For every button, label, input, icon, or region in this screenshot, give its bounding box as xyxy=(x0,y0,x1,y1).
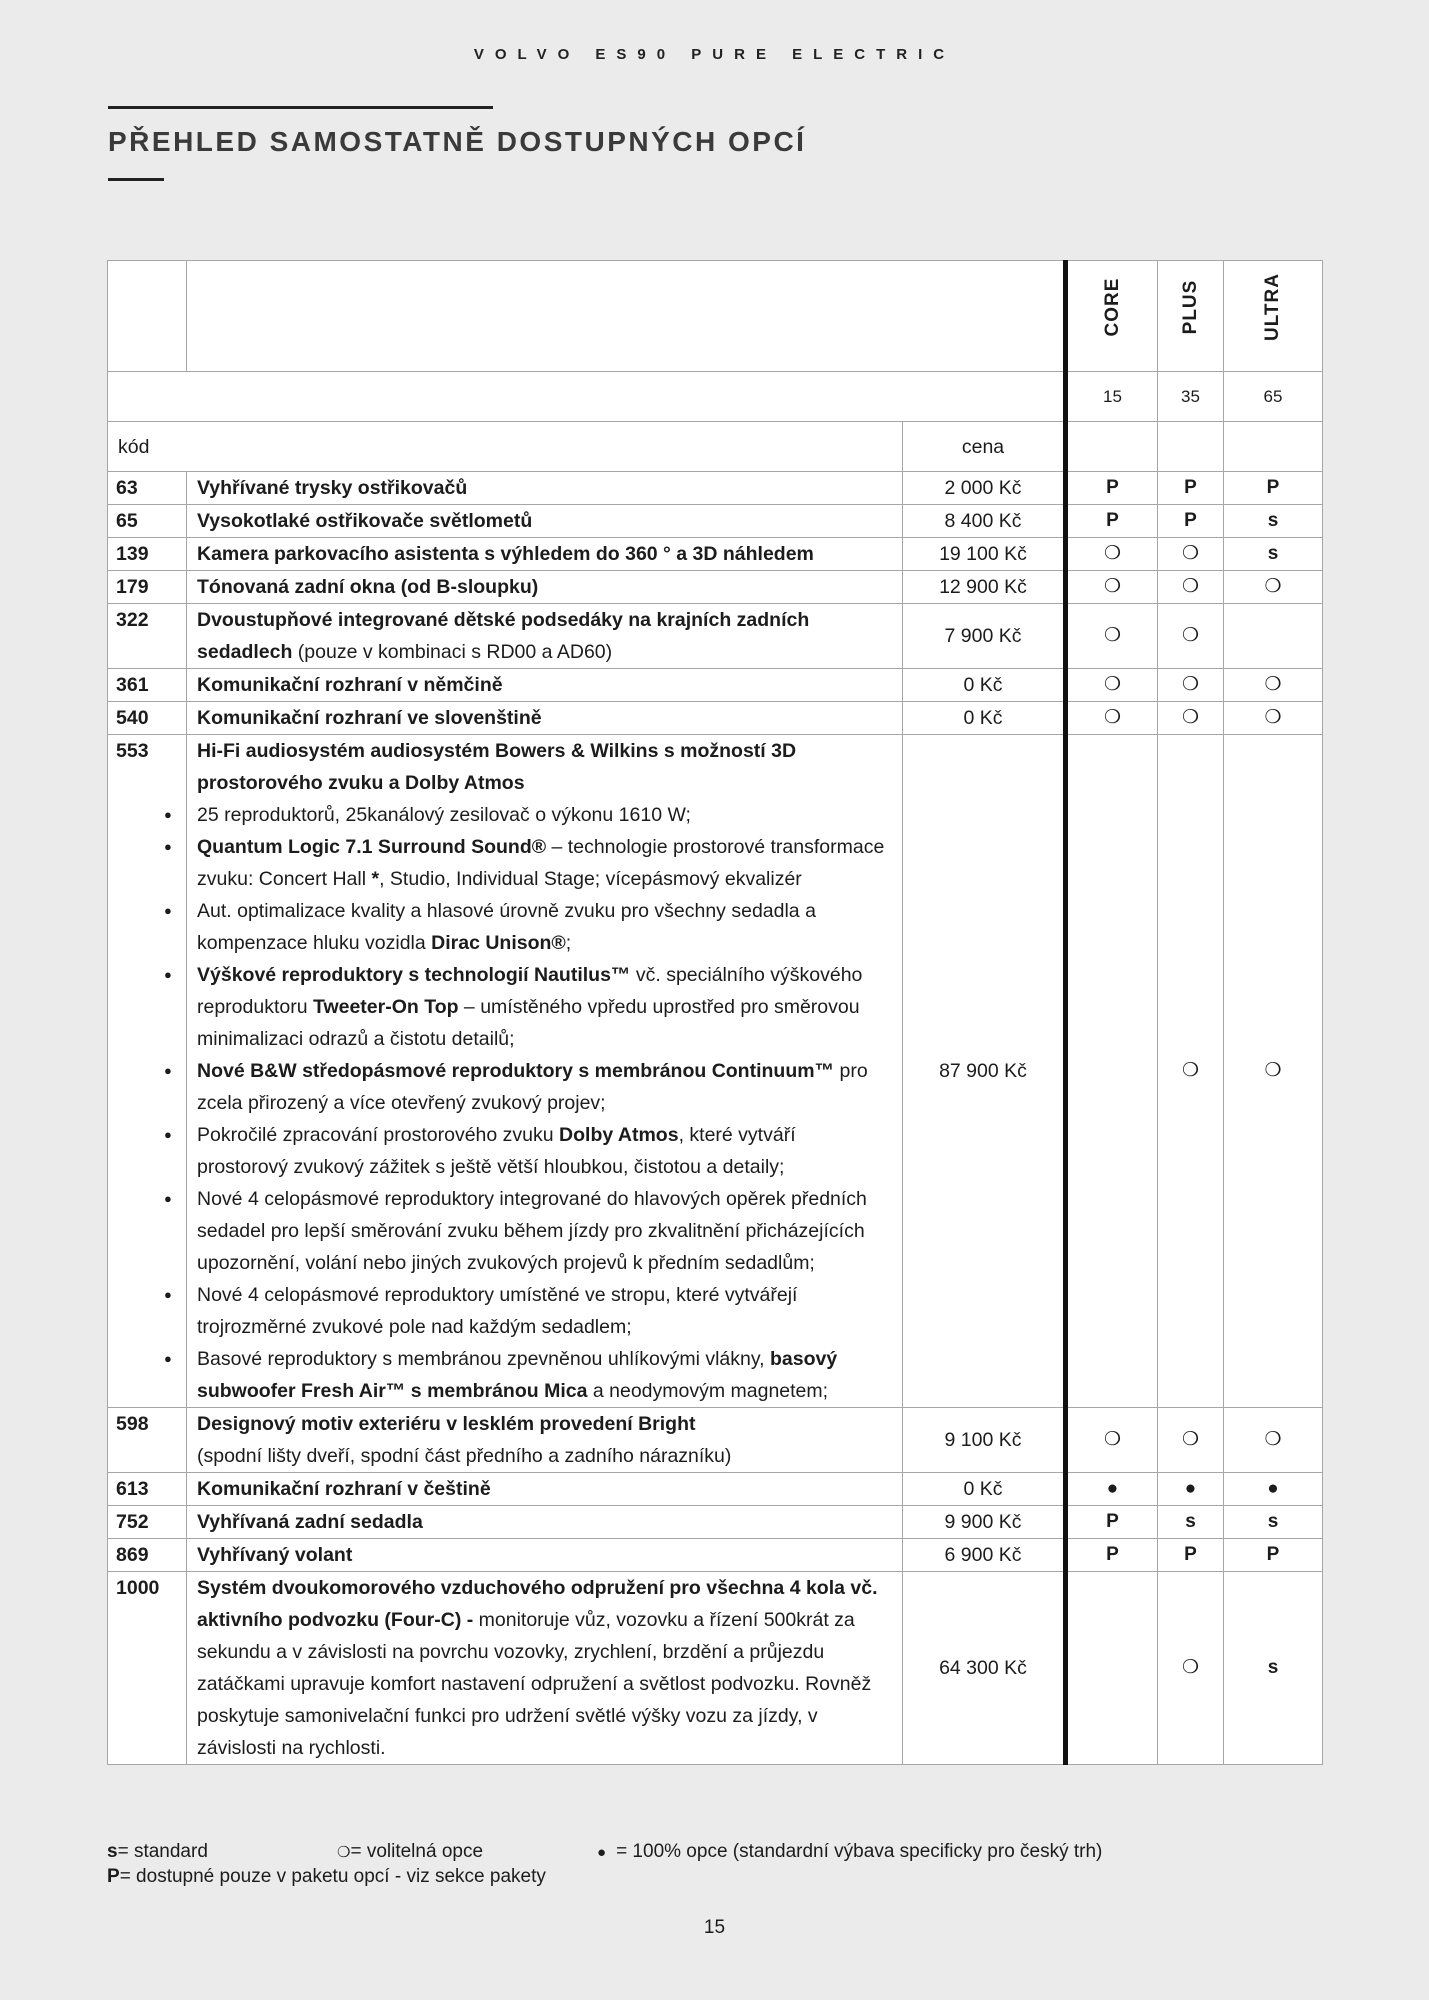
list-item: ● Basové reproduktory s membránou zpevněnou uhlíkovými vlákny, basový subwoofer Fresh Air™ s membránou Mica a neodymovým magnetem; xyxy=(197,1343,892,1407)
mark-ultra: s xyxy=(1224,1506,1323,1539)
row-price: 9 900 Kč xyxy=(903,1506,1066,1539)
row-price: 6 900 Kč xyxy=(903,1539,1066,1572)
row-code: 1000 xyxy=(108,1572,187,1765)
list-item: ● Aut. optimalizace kvality a hlasové úrovně zvuku pro všechny sedadla a kompenzace hluku vozidla Dirac Unison®; xyxy=(197,895,892,959)
row-price: 2 000 Kč xyxy=(903,472,1066,505)
list-item: ● Nové 4 celopásmové reproduktory umístěné ve stropu, které vytvářejí trojrozměrné zvukové pole nad každým sedadlem; xyxy=(197,1279,892,1343)
row-note: (spodní lišty dveří, spodní část předního a zadního nárazníku) xyxy=(197,1445,732,1467)
mark-core: ❍ xyxy=(1066,669,1158,702)
list-item: ● Výškové reproduktory s technologií Nautilus™ vč. speciálního výškového reproduktoru Tweeter-On Top – umístěného vpředu uprostřed pro směrovou minimalizaci odrazů a čistotu detailů; xyxy=(197,959,892,1055)
col-code-header: kód xyxy=(108,422,903,472)
brand-header: VOLVO ES90 PURE ELECTRIC xyxy=(473,46,956,63)
row-code: 63 xyxy=(108,472,187,505)
mark-core: ❍ xyxy=(1066,571,1158,604)
page-title: PŘEHLED SAMOSTATNĚ DOSTUPNÝCH OPCÍ xyxy=(108,126,807,157)
row-note: monitoruje vůz, vozovku a řízení 500krát za sekundu a v závislosti na povrchu vozovky, zrychlení, brzdění a průjezdu zatáčkami upravuje komfort nastavení odpružení a světlost podvozku. Rovněž poskytuje samonivelační funkci pro udržení světlé výšky vozu za jízdy, v závislosti na rychlosti. xyxy=(197,1609,872,1759)
title-top-rule xyxy=(108,106,493,109)
list-item: ● Quantum Logic 7.1 Surround Sound® – technologie prostorové transformace zvuku: Concert Hall *, Studio, Individual Stage; vícepásmový ekvalizér xyxy=(197,831,892,895)
mark-plus: ● xyxy=(1158,1473,1224,1506)
mark-ultra: ❍ xyxy=(1224,702,1323,735)
mark-plus: ❍ xyxy=(1158,735,1224,1408)
row-price: 8 400 Kč xyxy=(903,505,1066,538)
table-row xyxy=(108,604,1323,669)
row-price: 0 Kč xyxy=(903,1473,1066,1506)
legend-p-text: = dostupné pouze v paketu opcí - viz sekce pakety xyxy=(119,1866,546,1887)
row-title: Tónovaná zadní okna (od B-sloupku) xyxy=(187,571,903,604)
mark-plus: ❍ xyxy=(1158,571,1224,604)
list-item: ● Pokročilé zpracování prostorového zvuku Dolby Atmos, které vytváří prostorový zvukový zážitek s ještě větší hloubkou, čistotou a detaily; xyxy=(197,1119,892,1183)
col-price-header: cena xyxy=(903,422,1066,472)
row-code: 139 xyxy=(108,538,187,571)
list-item: ● Nové B&W středopásmové reproduktory s membránou Continuum™ pro zcela přirozený a více otevřený zvukový projev; xyxy=(197,1055,892,1119)
table-row xyxy=(108,505,1323,538)
row-price: 7 900 Kč xyxy=(903,604,1066,669)
row-title: Vysokotlaké ostřikovače světlometů xyxy=(187,505,903,538)
legend-s-key: s xyxy=(107,1841,118,1862)
title-bottom-rule xyxy=(108,178,164,181)
row-code: 322 xyxy=(108,604,187,669)
mark-core: ❍ xyxy=(1066,702,1158,735)
row-price: 19 100 Kč xyxy=(903,538,1066,571)
mark-plus: P xyxy=(1158,1539,1224,1572)
row-code: 540 xyxy=(108,702,187,735)
row-title: Systém dvoukomorového vzduchového odpružení pro všechna 4 kola vč. aktivního podvozku (Four-C) - xyxy=(197,1577,878,1631)
row-title: Vyhřívaný volant xyxy=(187,1539,903,1572)
mark-plus: ❍ xyxy=(1158,538,1224,571)
row-price: 9 100 Kč xyxy=(903,1408,1066,1473)
row-note: (pouze v kombinaci s RD00 a AD60) xyxy=(292,641,613,663)
mark-core xyxy=(1066,735,1158,1408)
row-code: 598 xyxy=(108,1408,187,1473)
level-core: CORE xyxy=(1101,277,1123,337)
legend-p-key: P xyxy=(107,1866,120,1887)
mark-ultra: P xyxy=(1224,472,1323,505)
list-item: ● 25 reproduktorů, 25kanálový zesilovač o výkonu 1610 W; xyxy=(197,799,892,831)
mark-ultra: s xyxy=(1224,1572,1323,1765)
mark-core: ❍ xyxy=(1066,538,1158,571)
mark-core: P xyxy=(1066,505,1158,538)
mark-core: ❍ xyxy=(1066,604,1158,669)
mark-ultra: s xyxy=(1224,538,1323,571)
mark-core: P xyxy=(1066,1506,1158,1539)
row-title: Designový motiv exteriéru v lesklém provedení Bright xyxy=(197,1413,696,1435)
mark-plus: ❍ xyxy=(1158,669,1224,702)
table-row xyxy=(108,538,1323,571)
row-code: 179 xyxy=(108,571,187,604)
row-title: Kamera parkovacího asistenta s výhledem do 360 ° a 3D náhledem xyxy=(187,538,903,571)
row-title: Dvoustupňové integrované dětské podsedáky na krajních zadních sedadlech xyxy=(197,609,810,663)
row-code: 613 xyxy=(108,1473,187,1506)
mark-ultra: ● xyxy=(1224,1473,1323,1506)
mark-core: P xyxy=(1066,1539,1158,1572)
row-price: 87 900 Kč xyxy=(903,735,1066,1408)
row-title: Hi-Fi audiosystém audiosystém Bowers & Wilkins s možností 3D prostorového zvuku a Dolby Atmos xyxy=(197,740,797,794)
page-number: 15 xyxy=(703,1917,726,1938)
level-number: 65 xyxy=(1224,372,1323,422)
row-title: Vyhřívané trysky ostřikovačů xyxy=(187,472,903,505)
row-title: Komunikační rozhraní v němčině xyxy=(187,669,903,702)
table-row xyxy=(108,571,1323,604)
mark-plus: P xyxy=(1158,472,1224,505)
legend-dot-key: ● xyxy=(597,1844,607,1861)
options-table xyxy=(107,260,1323,1765)
mark-ultra xyxy=(1224,604,1323,669)
legend-dot-text: = 100% opce (standardní výbava specificky pro český trh) xyxy=(616,1841,1103,1862)
legend xyxy=(107,1840,1102,1889)
mark-core: ● xyxy=(1066,1473,1158,1506)
level-plus: PLUS xyxy=(1179,279,1201,335)
table-row xyxy=(108,1408,1323,1473)
table-row xyxy=(108,472,1323,505)
row-price: 12 900 Kč xyxy=(903,571,1066,604)
row-code: 553 xyxy=(108,735,187,1408)
mark-core xyxy=(1066,1572,1158,1765)
row-code: 752 xyxy=(108,1506,187,1539)
mark-core: P xyxy=(1066,472,1158,505)
table-row xyxy=(108,1572,1323,1765)
row-price: 64 300 Kč xyxy=(903,1572,1066,1765)
row-title: Komunikační rozhraní ve slovenštině xyxy=(187,702,903,735)
level-number: 35 xyxy=(1158,372,1224,422)
row-price: 0 Kč xyxy=(903,669,1066,702)
mark-plus: ❍ xyxy=(1158,604,1224,669)
mark-ultra: ❍ xyxy=(1224,1408,1323,1473)
level-number: 15 xyxy=(1066,372,1158,422)
table-row xyxy=(108,735,1323,1408)
row-title: Komunikační rozhraní v češtině xyxy=(187,1473,903,1506)
mark-ultra: s xyxy=(1224,505,1323,538)
mark-ultra: P xyxy=(1224,1539,1323,1572)
row-code: 65 xyxy=(108,505,187,538)
column-header-row xyxy=(108,422,1323,472)
table-row xyxy=(108,1539,1323,1572)
legend-optional-text: = volitelná opce xyxy=(350,1841,484,1862)
level-number-row xyxy=(108,372,1323,422)
mark-ultra: ❍ xyxy=(1224,735,1323,1408)
row-code: 869 xyxy=(108,1539,187,1572)
table-row xyxy=(108,1473,1323,1506)
mark-ultra: ❍ xyxy=(1224,571,1323,604)
mark-ultra: ❍ xyxy=(1224,669,1323,702)
mark-plus: ❍ xyxy=(1158,702,1224,735)
table-row xyxy=(108,702,1323,735)
mark-plus: ❍ xyxy=(1158,1572,1224,1765)
mark-plus: P xyxy=(1158,505,1224,538)
legend-s-text: = standard xyxy=(117,1841,208,1862)
level-header-row xyxy=(108,261,1323,372)
list-item: ● Nové 4 celopásmové reproduktory integrované do hlavových opěrek předních sedadel pro lepší směrování zvuku během jízdy pro zkvalitnění přicházejících upozornění, volání nebo jiných zvukových projevů k předním sedadlům; xyxy=(197,1183,892,1279)
mark-core: ❍ xyxy=(1066,1408,1158,1473)
row-title: Vyhřívaná zadní sedadla xyxy=(187,1506,903,1539)
table-row xyxy=(108,669,1323,702)
mark-plus: ❍ xyxy=(1158,1408,1224,1473)
table-row xyxy=(108,1506,1323,1539)
row-code: 361 xyxy=(108,669,187,702)
legend-optional-key: ❍ xyxy=(337,1844,351,1861)
mark-plus: s xyxy=(1158,1506,1224,1539)
level-ultra: ULTRA xyxy=(1262,273,1283,341)
row-price: 0 Kč xyxy=(903,702,1066,735)
